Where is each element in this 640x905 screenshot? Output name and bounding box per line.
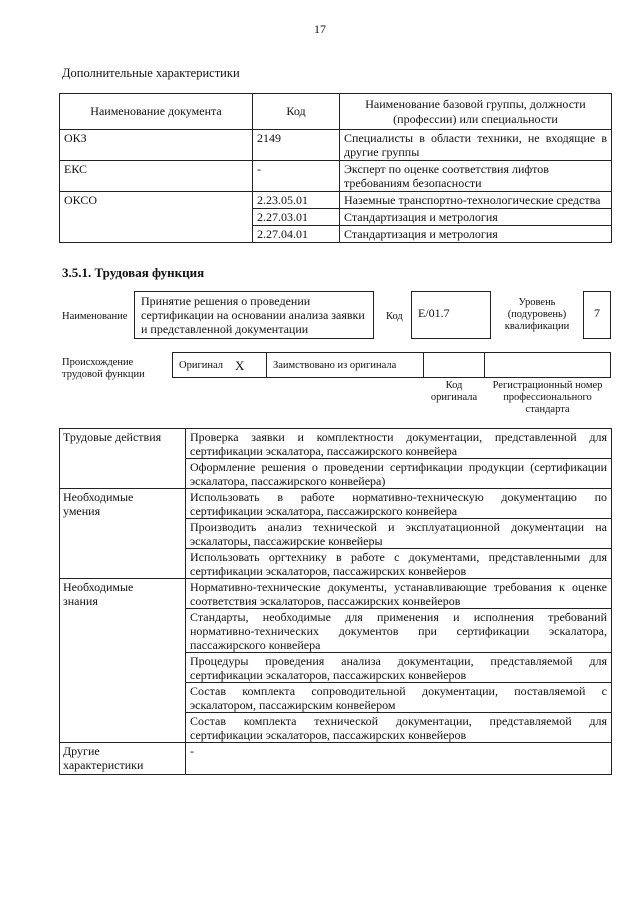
- skill-item: Использовать в работе нормативно-техническую документацию по сертификации эскалатора, пассажирского конвейера: [186, 489, 612, 519]
- origin-label: Происхождение трудовой функции: [62, 357, 145, 380]
- cell-group: Наземные транспортно-технологические средства: [340, 192, 612, 209]
- knowledge-item: Стандарты, необходимые для применения и исполнения требований нормативно-технических документов при сертификации эскалатора, пассажирского конвейера: [186, 609, 612, 653]
- reg-number-label: Регистрационный номер профессионального стандарта: [492, 380, 603, 415]
- code-label: Код: [386, 311, 403, 322]
- table-row: [60, 161, 612, 192]
- original-mark: X: [235, 358, 245, 373]
- cell-doc: ЕКС: [60, 161, 253, 192]
- cell-group: Стандартизация и метрология: [340, 209, 612, 226]
- function-code-box: E/01.7: [411, 291, 491, 339]
- table-row: [60, 743, 612, 775]
- code-original-box: [423, 352, 485, 378]
- cell-code: 2149: [253, 130, 340, 161]
- knowledge-item: Состав комплекта сопроводительной документации, поставляемой с эскалатором, пассажирским конвейером: [186, 683, 612, 713]
- knowledge-item: Состав комплекта технической документации, представляемой для сертификации эскалаторов, пассажирских конвейеров: [186, 713, 612, 743]
- table-row: [60, 130, 612, 161]
- cell-group: Эксперт по оценке соответствия лифтов требованиям безопасности: [340, 161, 612, 192]
- knowledge-item: Процедуры проведения анализа документации, представляемой для сертификации эскалаторов, пассажирских конвейеров: [186, 653, 612, 683]
- other-label: Другие характеристики: [60, 743, 186, 775]
- cell-code: 2.23.05.01: [253, 192, 340, 209]
- reg-number-box: [484, 352, 611, 378]
- cell-code: 2.27.04.01: [253, 226, 340, 243]
- code-original-label: Код оригинала: [430, 380, 478, 403]
- table-row: [60, 579, 612, 609]
- knowledge-label: Необходимые знания: [60, 579, 186, 743]
- original-box: [172, 352, 267, 378]
- skill-item: Производить анализ технической и эксплуатационной документации на эскалаторы, пассажирские конвейеры: [186, 519, 612, 549]
- skills-label: Необходимые умения: [60, 489, 186, 579]
- cell-code: 2.27.03.01: [253, 209, 340, 226]
- table-header-row: [60, 94, 612, 130]
- table-row: [60, 192, 612, 209]
- level-label: Уровень (подуровень) квалификации: [504, 297, 570, 332]
- header-doc: Наименование документа: [60, 94, 253, 130]
- cell-doc: ОКСО: [60, 192, 253, 243]
- function-details-table: [59, 428, 612, 775]
- other-value: -: [186, 743, 612, 775]
- cell-group: Специалисты в области техники, не входящие в другие группы: [340, 130, 612, 161]
- knowledge-item: Нормативно-технические документы, устанавливающие требования к оценке соответствия эскалаторов, пассажирских конвейеров: [186, 579, 612, 609]
- table-row: [60, 429, 612, 459]
- page-number: 17: [314, 22, 326, 36]
- additional-characteristics-table: [59, 93, 612, 243]
- actions-label: Трудовые действия: [60, 429, 186, 489]
- table-row: [60, 489, 612, 519]
- function-title: 3.5.1. Трудовая функция: [62, 265, 205, 280]
- cell-code: -: [253, 161, 340, 192]
- function-name-box: Принятие решения о проведении сертификации на основании анализа заявки и представленной документации: [134, 291, 374, 339]
- action-item: Оформление решения о проведении сертификации продукции (сертификации эскалатора, пассажирского конвейера): [186, 459, 612, 489]
- skill-item: Использовать оргтехнику в работе с документами, представленными для сертификации эскалаторов, пассажирских конвейеров: [186, 549, 612, 579]
- additional-characteristics-title: Дополнительные характеристики: [62, 66, 240, 80]
- header-group: Наименование базовой группы, должности (профессии) или специальности: [340, 94, 612, 130]
- header-code: Код: [253, 94, 340, 130]
- original-label: Оригинал: [179, 360, 223, 371]
- level-box: 7: [583, 291, 611, 339]
- borrowed-box: [266, 352, 424, 378]
- action-item: Проверка заявки и комплектности документации, представленной для сертификации эскалатора, пассажирского конвейера: [186, 429, 612, 459]
- cell-group: Стандартизация и метрология: [340, 226, 612, 243]
- cell-doc: ОКЗ: [60, 130, 253, 161]
- borrowed-label: Заимствовано из оригинала: [273, 360, 397, 371]
- name-label: Наименование: [62, 311, 128, 322]
